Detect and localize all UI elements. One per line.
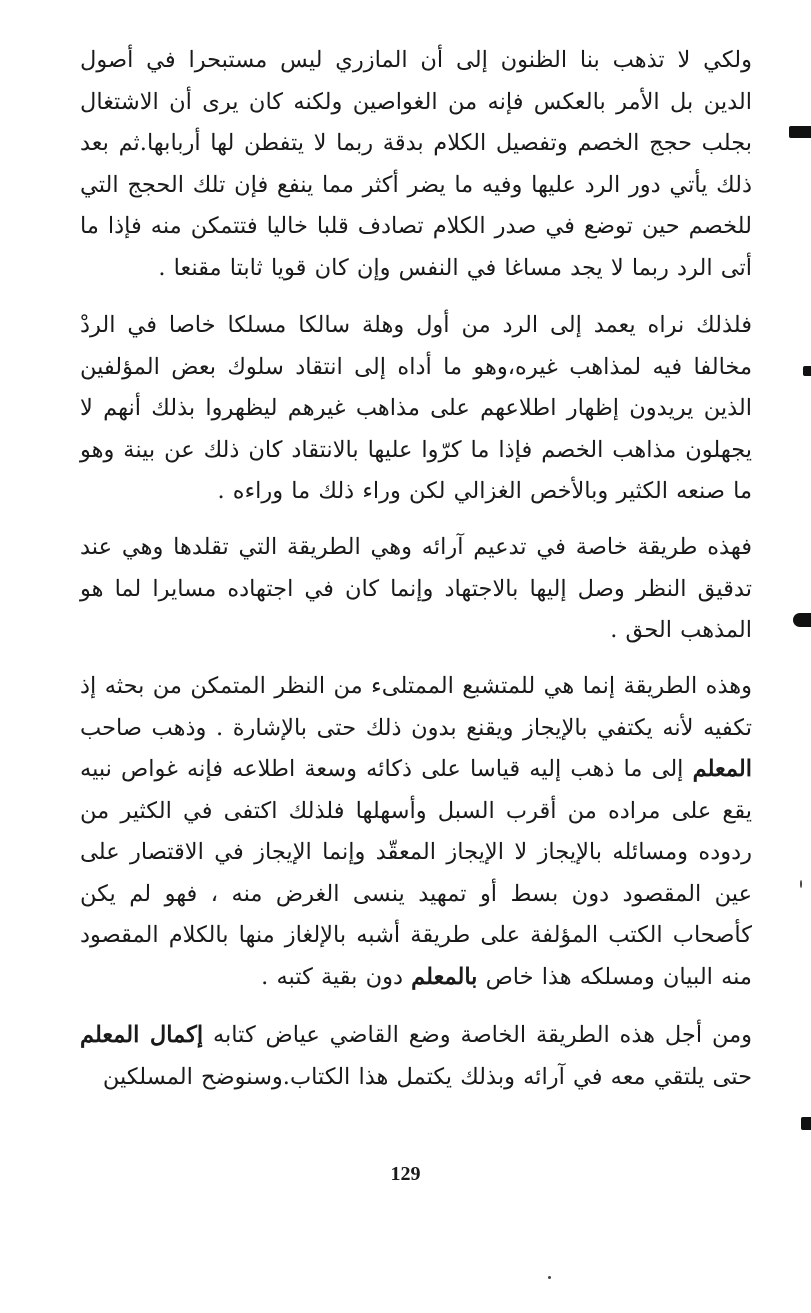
- paragraph-4-text-b: إلى ما ذهب إليه قياسا على ذكائه وسعة اطلاعه فإنه غواص نبيه يقع على مراده من أقرب السبل وأسهلها فلذلك اكتفى في الكثير من ردوده ومسائله بالإيجاز لا الإيجاز المعقّد وإنما الإيجاز في الاقتصار على عين المقصود دون بسط أو تمهيد ينسى الغرض منه ، فهو لم يكن كأصحاب الكتب المؤلفة على طريقة أشبه بالإلغاز منها بالكلام المقصود منه البيان ومسلكه هذا خاص: [80, 756, 752, 990]
- book-title-bil-muallim: بالمعلم: [411, 963, 478, 990]
- book-title-al-muallim: المعلم: [692, 756, 752, 782]
- book-title-ikmal-al-muallim: إكمال المعلم: [80, 1022, 204, 1048]
- paragraph-4-text-a: وهذه الطريقة إنما هي للمتشبع الممتلىء من النظر المتمكن من بحثه إذ تكفيه لأنه يكتفي بالإيجاز ويقنع بدون ذلك حتى بالإشارة . وذهب صاحب: [80, 673, 752, 741]
- page-number: 129: [390, 1163, 421, 1185]
- paragraph-3-text: فهذه طريقة خاصة في تدعيم آرائه وهي الطريقة التي تقلدها وهي عند تدقيق النظر وصل إليها بالاجتهاد وإنما كان في اجتهاده مسايرا لما هو المذهب الحق .: [80, 534, 752, 643]
- scan-edge-mark: [789, 126, 811, 138]
- paragraph-2: [80, 305, 752, 513]
- scan-edge-mark: [801, 1117, 811, 1130]
- paragraph-1-text: ولكي لا تذهب بنا الظنون إلى أن المازري ليس مستبحرا في أصول الدين بل الأمر بالعكس فإنه من الغواصين ولكنه كان يرى أن الاشتغال بجلب حجج الخصم وتفصيل الكلام بدقة ربما لا يتفطن لها أربابها.ثم بعد ذلك يأتي دور الرد عليها وفيه ما يضر أكثر مما ينفع فإن تلك الحجج التي للخصم حين توضع في صدر الكلام تصادف قلبا خاليا فتتمكن منه فإذا ما أتى الرد ربما لا يجد مساغا في النفس وإن كان قويا ثابتا مقنعا .: [80, 47, 752, 281]
- paragraph-4: [80, 666, 752, 998]
- paragraph-5-text-b: حتى يلتقي معه في آرائه وبذلك يكتمل هذا الكتاب.وسنوضح المسلكين: [102, 1063, 752, 1090]
- paragraph-5-text-a: ومن أجل هذه الطريقة الخاصة وضع القاضي عياض كتابه: [203, 1022, 752, 1048]
- paragraph-4-text-c: دون بقية كتبه .: [261, 963, 412, 990]
- scan-edge-mark: [793, 613, 811, 627]
- scan-speck: [548, 1276, 551, 1279]
- paragraph-3: [80, 527, 752, 652]
- paragraph-1: [80, 40, 752, 289]
- paragraph-2-text: فلذلك نراه يعمد إلى الرد من أول وهلة سالكا مسلكا خاصا في الردْ مخالفا فيه لمذاهب غيره،وهو ما أداه إلى انتقاد سلوك بعض المؤلفين الذين يريدون إظهار اطلاعهم على مذاهب غيرهم ليظهروا بذلك أنهم لا يجهلون مذاهب الخصم فإذا ما كرّوا عليها بالانتقاد كان ذلك عن بينة وهو ما صنعه الكثير وبالأخص الغزالي لكن وراء ذلك ما وراءه .: [80, 312, 752, 504]
- paragraph-5: [80, 1015, 752, 1098]
- scan-edge-mark: [803, 366, 811, 376]
- scan-speck: [800, 880, 802, 888]
